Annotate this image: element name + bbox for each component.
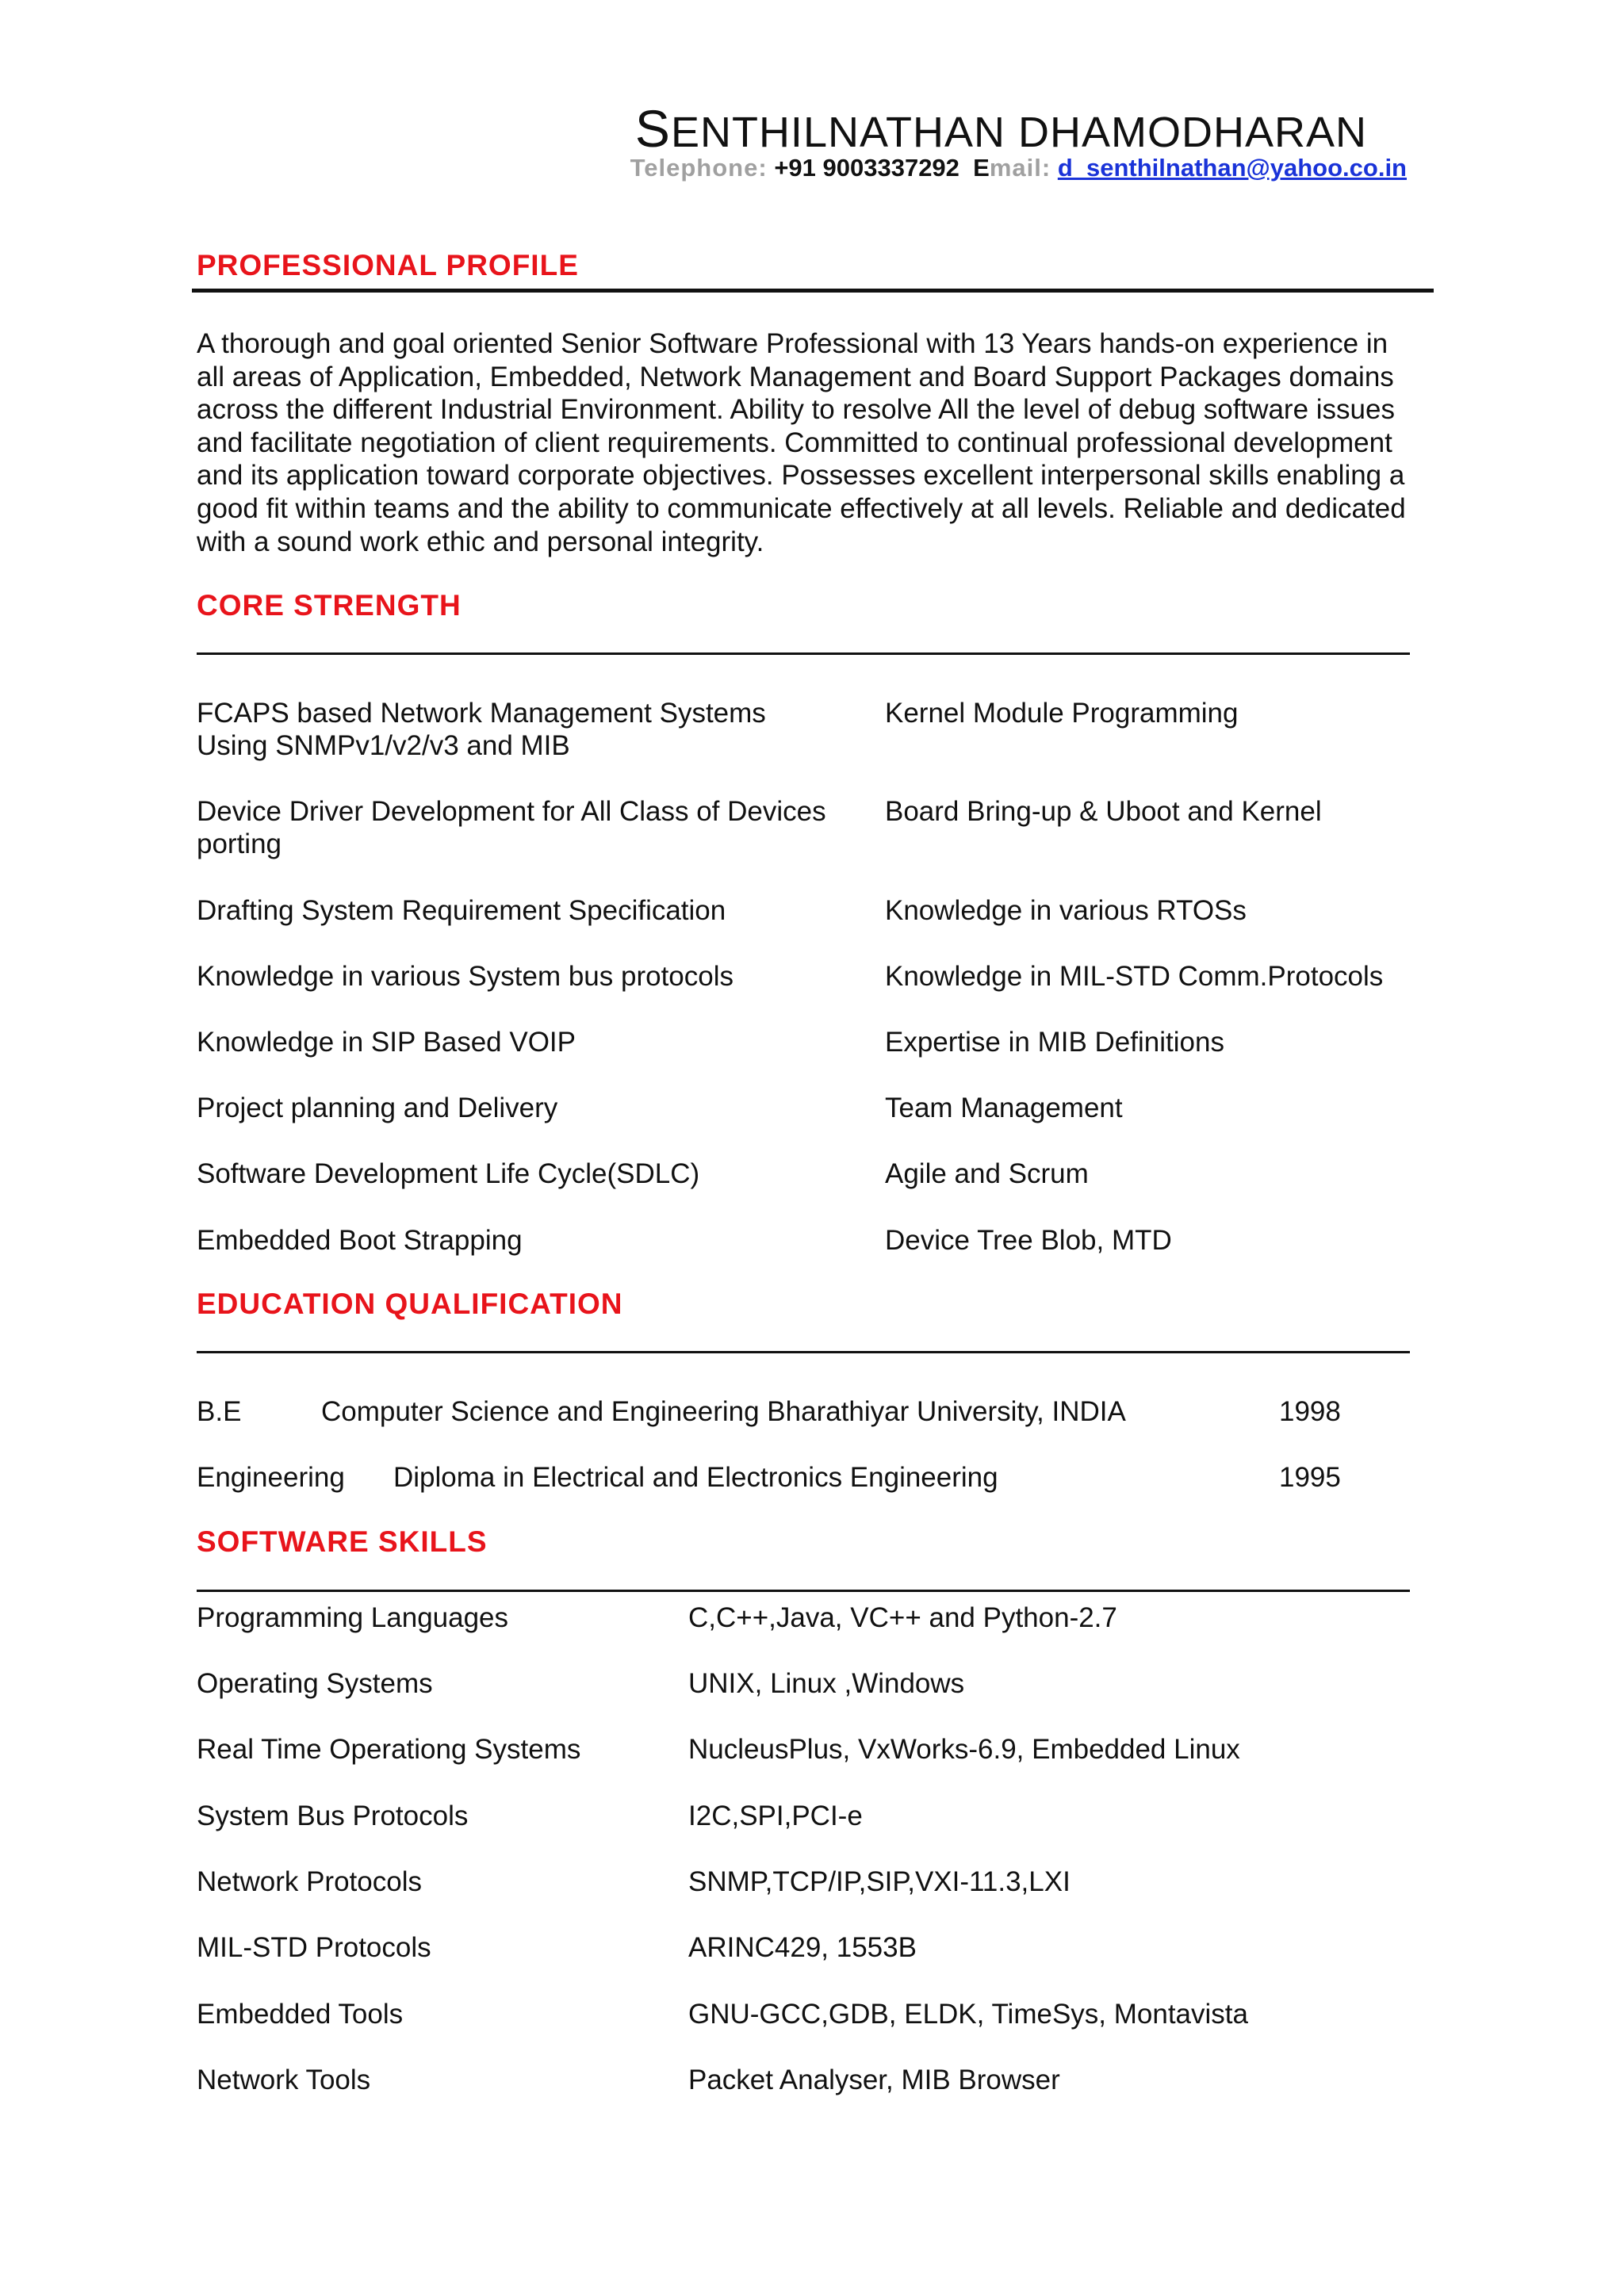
- core-item: Device Tree Blob, MTD: [885, 1225, 1172, 1256]
- skill-value: SNMP,TCP/IP,SIP,VXI-11.3,LXI: [688, 1866, 1071, 1897]
- profile-paragraph: A thorough and goal oriented Senior Software Professional with 13 Years hands-on experience in all areas of Application, Embedded, Network Management and Board Support Packages domains across the different Industrial Environment. Ability to resolve All the level of debug software issues and facilitate negotiation of client requirements. Committed to continual professional development and its application toward corporate objectives. Possesses excellent interpersonal skills enabling a good fit within teams and the ability to communicate effectively at all levels. Reliable and dedicated with a sound work ethic and personal integrity.: [197, 328, 1406, 557]
- education-year: 1995: [1279, 1462, 1341, 1493]
- skill-category: Programming Languages: [197, 1602, 509, 1633]
- skill-value: NucleusPlus, VxWorks-6.9, Embedded Linux: [688, 1734, 1240, 1765]
- skill-category: System Bus Protocols: [197, 1800, 469, 1831]
- core-item-continued: porting: [197, 828, 282, 859]
- contact-line: [630, 154, 1407, 182]
- education-year: 1998: [1279, 1396, 1341, 1427]
- email-label-e: E: [973, 154, 990, 182]
- education-detail: Computer Science and Engineering Bharathiyar University, INDIA: [321, 1396, 1126, 1427]
- section-divider: [197, 652, 1410, 655]
- education-detail: Diploma in Electrical and Electronics Engineering: [393, 1462, 998, 1493]
- skill-category: MIL-STD Protocols: [197, 1932, 431, 1963]
- core-item: Knowledge in SIP Based VOIP: [197, 1027, 576, 1058]
- telephone-label: Telephone:: [630, 154, 768, 182]
- email-link[interactable]: d_senthilnathan@yahoo.co.in: [1057, 154, 1407, 182]
- section-heading-core-strength: CORE STRENGTH: [197, 589, 462, 622]
- skill-category: Operating Systems: [197, 1668, 433, 1699]
- skill-value: UNIX, Linux ,Windows: [688, 1668, 965, 1699]
- core-item: Board Bring-up & Uboot and Kernel: [885, 796, 1322, 827]
- section-heading-profile: PROFESSIONAL PROFILE: [197, 249, 579, 281]
- skill-category: Real Time Operationg Systems: [197, 1734, 581, 1765]
- skill-value: C,C++,Java, VC++ and Python-2.7: [688, 1602, 1117, 1633]
- core-item-continued: Using SNMPv1/v2/v3 and MIB: [197, 730, 570, 761]
- skill-category: Embedded Tools: [197, 1999, 404, 2030]
- core-item: Knowledge in MIL-STD Comm.Protocols: [885, 961, 1384, 992]
- section-divider: [197, 1590, 1410, 1592]
- core-item: Expertise in MIB Definitions: [885, 1027, 1224, 1058]
- telephone-value: +91 9003337292: [774, 154, 959, 182]
- section-heading-education: EDUCATION QUALIFICATION: [197, 1288, 623, 1320]
- core-item: Software Development Life Cycle(SDLC): [197, 1158, 700, 1189]
- education-degree: Engineering: [197, 1462, 345, 1493]
- skill-category: Network Protocols: [197, 1866, 422, 1897]
- core-item: Project planning and Delivery: [197, 1093, 558, 1123]
- core-item: Drafting System Requirement Specification: [197, 895, 726, 926]
- section-heading-software-skills: SOFTWARE SKILLS: [197, 1525, 488, 1558]
- skill-category: Network Tools: [197, 2064, 371, 2095]
- core-item: Agile and Scrum: [885, 1158, 1089, 1189]
- core-item: Device Driver Development for All Class of Devices: [197, 796, 826, 827]
- core-item: Team Management: [885, 1093, 1123, 1123]
- candidate-name: SENTHILNATHAN DHAMODHARAN: [634, 99, 1367, 158]
- core-item: Knowledge in various System bus protocols: [197, 961, 734, 992]
- core-item: Kernel Module Programming: [885, 698, 1239, 729]
- skill-value: ARINC429, 1553B: [688, 1932, 917, 1963]
- email-label: mail:: [989, 154, 1051, 182]
- skill-value: I2C,SPI,PCI-e: [688, 1800, 863, 1831]
- section-divider: [197, 1351, 1410, 1353]
- skill-value: Packet Analyser, MIB Browser: [688, 2064, 1060, 2095]
- core-item: FCAPS based Network Management Systems: [197, 698, 766, 729]
- core-item: Knowledge in various RTOSs: [885, 895, 1247, 926]
- section-divider: [192, 289, 1434, 293]
- education-degree: B.E: [197, 1396, 242, 1427]
- skill-value: GNU-GCC,GDB, ELDK, TimeSys, Montavista: [688, 1999, 1248, 2030]
- core-item: Embedded Boot Strapping: [197, 1225, 523, 1256]
